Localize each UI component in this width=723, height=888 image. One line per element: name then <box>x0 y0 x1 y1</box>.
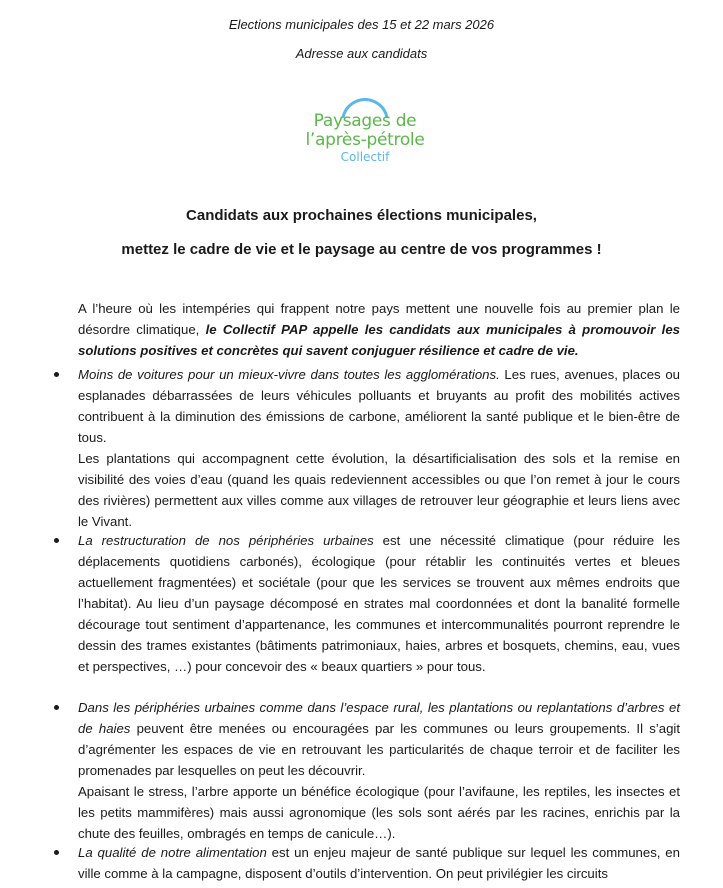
list-item-text: est une nécessité climatique (pour réduire les déplacements quotidiens carbonés), écologique (pour rétablir les continuités vertes et bleues actuellement fragmentées) et sociétale (pour que les services se trouvent aux mêmes endroits que l’habitat). Au lieu d’un paysage décomposé en strates mal coordonnées et dont la banalité formelle décourage tout sentiment d’appartenance, les communes et intercommunalités pourront reprendre le dessin des trames existantes (bâtiments patrimoniaux, haies, arbres et bosquets, chemins, eau, vues et perspectives, …) pour concevoir des « beaux quartiers » pour tous. <box>78 533 680 674</box>
list-item-paragraph <box>78 364 680 448</box>
list-item-paragraph <box>78 697 680 781</box>
list-item-paragraph <box>78 530 680 677</box>
logo-text-line1: Paysages de <box>313 111 417 131</box>
list-item-paragraph-2: Apaisant le stress, l’arbre apporte un bénéfice écologique (pour l’avifaune, les reptiles, les insectes et les petits mammifères) mais aussi agronomique (les sols sont aérés par les racines, enrichis par la chute des feuilles, ombragés en temps de canicule…). <box>78 784 680 841</box>
address-subtitle: Adresse aux candidats <box>295 46 428 61</box>
list-item-paragraph <box>78 842 680 884</box>
list-item-text: Les rues, avenues, places ou esplanades débarrassées de leurs véhicules polluants et bruyants au profit des mobilités actives contribuent à la diminution des émissions de carbone, améliorent la santé publique et le bien-être de tous. <box>78 367 680 445</box>
logo-text-line2: l’après-pétrole <box>305 130 425 150</box>
election-dates-header: Elections municipales des 15 et 22 mars 2026 <box>228 17 495 32</box>
page-title-line1: Candidats aux prochaines élections municipales, <box>186 207 537 224</box>
logo-text-collectif: Collectif <box>340 150 390 164</box>
list-item-lead: Moins de voitures pour un mieux-vivre dans toutes les agglomérations. <box>78 367 500 382</box>
list-item-lead: La qualité de notre alimentation <box>78 845 267 860</box>
list-item-text: peuvent être menées ou encouragées par les communes ou leurs groupements. Il s’agit d’agrémenter les espaces de vie en retrouvant les particularités de chaque terroir et de faciliter les promenades par lesquelles on peut les découvrir. <box>78 721 680 778</box>
intro-paragraph <box>78 298 680 361</box>
bullet-icon <box>54 850 59 855</box>
list-item-lead: Dans les périphéries urbaines comme dans l’espace rural, les plantations ou replantations d’arbres et de haies <box>78 700 680 736</box>
page-title-line2: mettez le cadre de vie et le paysage au centre de vos programmes ! <box>121 241 602 258</box>
intro-plain-text: A l’heure où les intempéries qui frappent notre pays mettent une nouvelle fois au premier plan le désordre climatique, <box>78 301 680 337</box>
bullet-icon <box>54 372 59 377</box>
list-item-paragraph-2: Les plantations qui accompagnent cette évolution, la désartificialisation des sols et la remise en visibilité des voies d’eau (quand les quais redeviennent accessibles ou que l’on remet à jour le cours des rivières) permettent aux villes comme aux villages de retrouver leur géographie et leurs liens avec le Vivant. <box>78 451 680 529</box>
list-item-lead: La restructuration de nos périphéries urbaines <box>78 533 374 548</box>
collectif-pap-logo <box>300 96 430 168</box>
list-item-text: est un enjeu majeur de santé publique sur lequel les communes, en ville comme à la campagne, disposent d’outils d’intervention. On peut privilégier les circuits <box>78 845 680 881</box>
bullet-icon <box>54 705 59 710</box>
bullet-icon <box>54 538 59 543</box>
intro-emphasis-text: le Collectif PAP appelle les candidats aux municipales à promouvoir les solutions positives et concrètes qui savent conjuguer résilience et cadre de vie. <box>78 322 680 358</box>
